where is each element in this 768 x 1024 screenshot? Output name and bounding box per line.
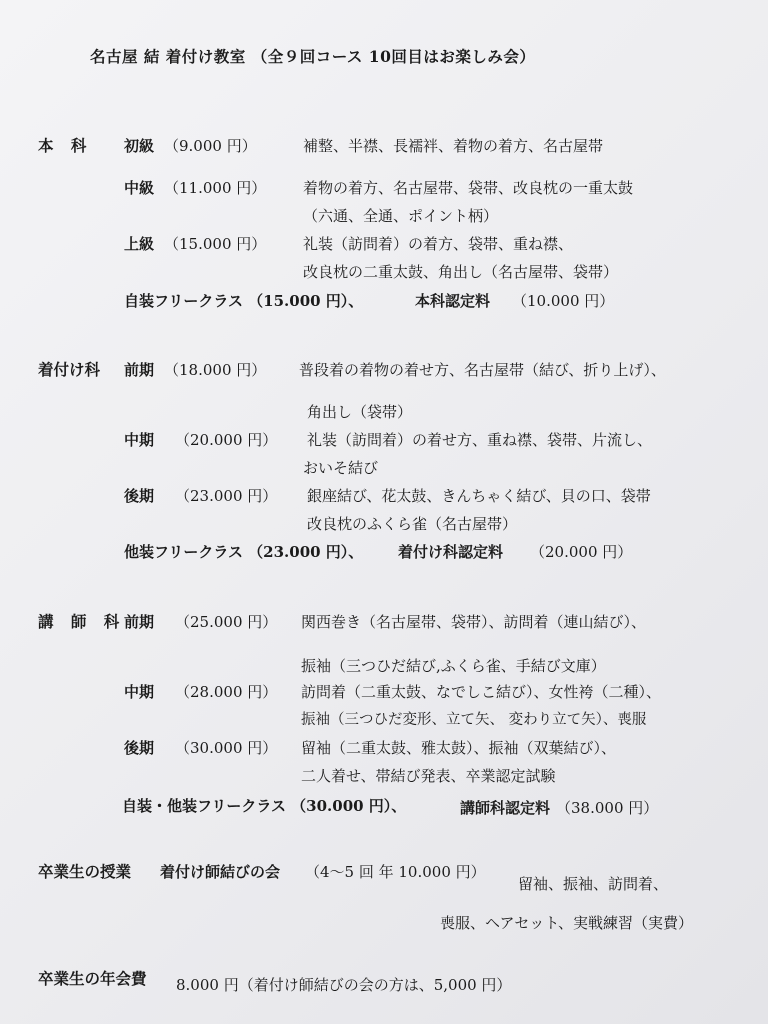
free-class: 他装フリークラス （23.000 円）、 <box>124 543 364 561</box>
course-description: 訪問着（二重太鼓、なでしこ結び）、女性袴（二種）、 <box>301 683 662 701</box>
course-name: 中級 <box>124 179 155 197</box>
annual-fee: 8.000 円（着付け師結びの会の方は、5,000 円） <box>176 976 512 994</box>
certification-fee-label: 本科認定料 <box>415 292 491 310</box>
course-description: 普段着の着物の着せ方、名古屋帯（結び、折り上げ）、 <box>299 361 666 379</box>
course-price: （23.000 円） <box>175 487 278 505</box>
course-description: 補整、半襟、長襦袢、着物の着方、名古屋帯 <box>303 137 604 155</box>
course-description: 関西巻き（名古屋帯、袋帯）、訪問着（連山結び）、 <box>301 613 647 631</box>
course-name: 前期 <box>124 361 155 379</box>
course-name: 前期 <box>124 613 155 631</box>
course-name: 後期 <box>124 739 155 757</box>
section-label-graduate: 卒業生の授業 <box>38 862 132 881</box>
course-price: （25.000 円） <box>175 613 278 631</box>
course-description: 振袖（三つひだ結び,ふくら雀、手結び文庫） <box>301 657 606 675</box>
club-name: 着付け師結びの会 <box>160 863 281 881</box>
course-price: （20.000 円） <box>175 431 278 449</box>
section-label-koushi: 講 師 科 <box>38 612 126 631</box>
course-description: 礼装（訪問着）の着方、袋帯、重ね襟、 <box>303 235 574 253</box>
course-description: 改良枕の二重太鼓、角出し（名古屋帯、袋帯） <box>303 263 619 281</box>
course-price: （28.000 円） <box>175 683 278 701</box>
certification-fee-label: 着付け科認定料 <box>398 543 504 561</box>
course-name: 中期 <box>124 431 155 449</box>
section-label-kitsuke: 着付け科 <box>38 360 101 379</box>
course-price: （15.000 円） <box>164 235 267 253</box>
course-price: （11.000 円） <box>164 179 267 197</box>
course-price: （9.000 円） <box>164 137 257 155</box>
course-name: 中期 <box>124 683 155 701</box>
course-name: 初級 <box>124 137 155 155</box>
course-description: 礼装（訪問着）の着せ方、重ね襟、袋帯、片流し、 <box>307 431 653 449</box>
course-name: 上級 <box>124 235 155 253</box>
course-description: 角出し（袋帯） <box>307 403 413 421</box>
course-description: 銀座結び、花太鼓、きんちゃく結び、貝の口、袋帯 <box>307 487 651 505</box>
free-class: 自装フリークラス （15.000 円）、 <box>124 292 364 310</box>
certification-fee-price: （10.000 円） <box>512 292 615 310</box>
certification-fee-price: （38.000 円） <box>556 799 659 817</box>
class-description: 喪服、ヘアセット、実戦練習（実費） <box>440 914 694 932</box>
course-description: 振袖（三つひだ変形、立て矢、 変わり立て矢）、喪服 <box>301 712 647 728</box>
course-description: おいそ結び <box>303 459 379 477</box>
course-price: （18.000 円） <box>164 361 267 379</box>
course-name: 後期 <box>124 487 155 505</box>
course-description: （六通、全通、ポイント柄） <box>303 207 499 225</box>
certification-fee-price: （20.000 円） <box>530 543 633 561</box>
club-fee: （4～5 回 年 10.000 円） <box>305 863 486 881</box>
course-description: 改良枕のふくら雀（名古屋帯） <box>307 515 518 533</box>
section-label-honka: 本 科 <box>38 136 93 155</box>
class-description: 留袖、振袖、訪問着、 <box>518 875 669 893</box>
page-title: 名古屋 結 着付け教室 （全９回コース 10回目はお楽しみ会） <box>90 47 536 66</box>
course-description: 着物の着方、名古屋帯、袋帯、改良枕の一重太鼓 <box>303 179 634 197</box>
course-description: 留袖（二重太鼓、雅太鼓）、振袖（双葉結び）、 <box>301 739 617 757</box>
section-label-annual: 卒業生の年会費 <box>38 969 147 988</box>
certification-fee-label: 講師科認定料 <box>460 799 551 817</box>
course-description: 二人着せ、帯結び発表、卒業認定試験 <box>301 767 556 785</box>
free-class: 自装・他装フリークラス （30.000 円）、 <box>122 797 407 815</box>
course-price: （30.000 円） <box>175 739 278 757</box>
